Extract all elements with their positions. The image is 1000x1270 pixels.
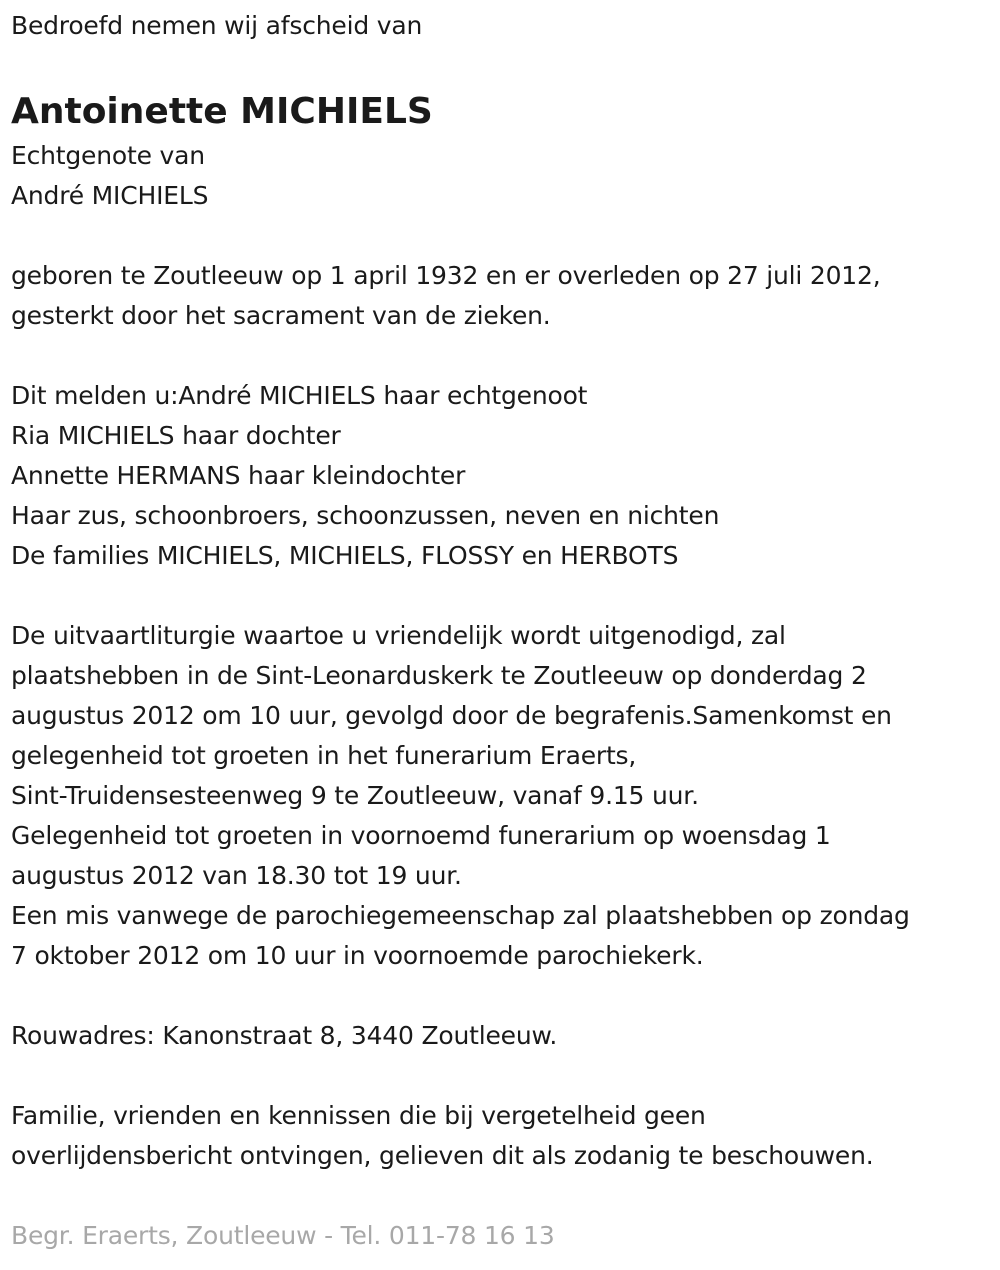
ceremony-line: augustus 2012 om 10 uur, gevolgd door de begrafenis.Samenkomst en xyxy=(11,701,892,730)
announcer-line: Ria MICHIELS haar dochter xyxy=(11,421,341,450)
obituary-notice xyxy=(11,6,986,1256)
ceremony-line: Een mis vanwege de parochiegemeenschap zal plaatshebben op zondag xyxy=(11,901,910,930)
ceremony-line: Sint-Truidensesteenweg 9 te Zoutleeuw, vanaf 9.15 uur. xyxy=(11,781,699,810)
closing-line: overlijdensbericht ontvingen, gelieven dit als zodanig te beschouwen. xyxy=(11,1141,874,1170)
announcers-list xyxy=(11,376,986,576)
spacer xyxy=(11,46,986,86)
relation-line-1: Echtgenote van xyxy=(11,141,205,170)
spacer xyxy=(11,1176,986,1216)
closing-line: Familie, vrienden en kennissen die bij vergetelheid geen xyxy=(11,1101,706,1130)
ceremony-line: gelegenheid tot groeten in het funerarium Eraerts, xyxy=(11,741,637,770)
spacer xyxy=(11,216,986,256)
mourning-address: Rouwadres: Kanonstraat 8, 3440 Zoutleeuw. xyxy=(11,1021,558,1050)
announcer-line: Haar zus, schoonbroers, schoonzussen, neven en nichten xyxy=(11,501,720,530)
ceremony-line: De uitvaartliturgie waartoe u vriendelijk wordt uitgenodigd, zal xyxy=(11,621,786,650)
relation-line-2: André MICHIELS xyxy=(11,181,209,210)
ceremony-line: 7 oktober 2012 om 10 uur in voornoemde parochiekerk. xyxy=(11,941,704,970)
announcer-line: Dit melden u:André MICHIELS haar echtgenoot xyxy=(11,381,588,410)
intro-text: Bedroefd nemen wij afscheid van xyxy=(11,11,423,40)
announcer-line: De families MICHIELS, MICHIELS, FLOSSY en HERBOTS xyxy=(11,541,679,570)
ceremony-line: augustus 2012 van 18.30 tot 19 uur. xyxy=(11,861,462,890)
ceremony-line: Gelegenheid tot groeten in voornoemd funerarium op woensdag 1 xyxy=(11,821,831,850)
spacer xyxy=(11,576,986,616)
closing-note xyxy=(11,1096,986,1176)
spacer xyxy=(11,1056,986,1096)
spacer xyxy=(11,336,986,376)
announcer-line: Annette HERMANS haar kleindochter xyxy=(11,461,466,490)
ceremony-details xyxy=(11,616,986,976)
funeral-home-footer: Begr. Eraerts, Zoutleeuw - Tel. 011-78 16 13 xyxy=(11,1221,555,1250)
birth-death-line-1: geboren te Zoutleeuw op 1 april 1932 en er overleden op 27 juli 2012, xyxy=(11,261,881,290)
spacer xyxy=(11,976,986,1016)
deceased-name: Antoinette MICHIELS xyxy=(11,91,433,132)
ceremony-line: plaatshebben in de Sint-Leonarduskerk te Zoutleeuw op donderdag 2 xyxy=(11,661,867,690)
birth-death-line-2: gesterkt door het sacrament van de zieken. xyxy=(11,301,551,330)
